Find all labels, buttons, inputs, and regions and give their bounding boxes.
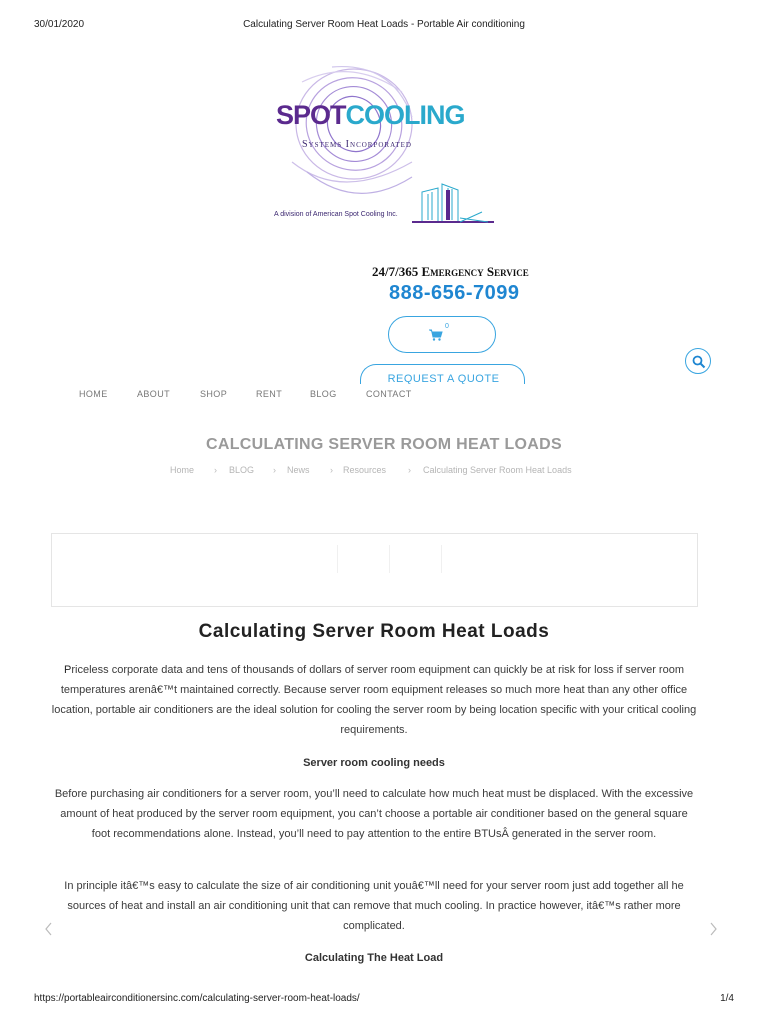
emergency-service-label: 24/7/365 Emergency Service (372, 264, 529, 279)
paragraph-text: riceless corporate data and tens of thousands of dollars of server room equipment can quickly be at risk for loss if server room temperatures arenâ€™t maintained correctly. Because server room equipment releases so much more heat than any other office location, portable air conditioners are the ideal solution for cooling the server room by being location specific with your critical cooling requirements. (51, 664, 697, 736)
page-title: CALCULATING SERVER ROOM HEAT LOADS (206, 436, 562, 453)
social-share-box (51, 533, 698, 607)
site-logo[interactable] (262, 62, 502, 227)
cart-icon (429, 329, 443, 341)
share-button-slot[interactable] (392, 545, 442, 573)
print-page-number: 1/4 (720, 993, 734, 1004)
request-quote-button[interactable] (360, 364, 525, 384)
chevron-right-icon: › (408, 465, 411, 475)
article-paragraph-2: Before purchasing air conditioners for a server room, you’ll need to calculate how much heat must be displaced. With the excessive amount of heat produced by the server room equipment, you can’t choose a portable air conditioner based on the general square foot recommendations alone. Instead, you’ll need to pay attention to the entire BTUsÂ generated in the server room. (54, 788, 694, 840)
chevron-left-icon[interactable] (44, 921, 54, 937)
breadcrumb-home[interactable]: Home (170, 465, 195, 475)
chevron-right-icon: › (214, 465, 217, 475)
logo-wordmark (276, 100, 465, 131)
chevron-right-icon: › (273, 465, 276, 475)
chevron-right-icon[interactable] (708, 921, 718, 937)
breadcrumb (0, 465, 768, 477)
breadcrumb-blog[interactable]: BLOG (229, 465, 255, 475)
nav-item-home[interactable]: HOME (79, 389, 108, 399)
print-date: 30/01/2020 (34, 19, 85, 30)
nav-item-about[interactable]: ABOUT (137, 389, 171, 399)
article-paragraph-1 (50, 660, 698, 740)
search-button[interactable] (685, 348, 711, 374)
breadcrumb-current: Calculating Server Room Heat Loads (423, 465, 572, 475)
logo-word-cooling: COOLING (345, 100, 465, 130)
chevron-right-icon: › (330, 465, 333, 475)
nav-item-blog[interactable]: BLOG (310, 389, 337, 399)
nav-item-rent[interactable]: RENT (256, 389, 283, 399)
cart-count-badge: 0 (445, 323, 449, 330)
nav-item-contact[interactable]: CONTACT (366, 389, 412, 399)
breadcrumb-news[interactable]: News (287, 465, 310, 475)
request-quote-label: REQUEST A QUOTE (387, 373, 500, 384)
search-icon (692, 355, 706, 369)
nav-item-shop[interactable]: SHOP (200, 389, 228, 399)
main-nav (0, 389, 768, 403)
article-title: Calculating Server Room Heat Loads (198, 621, 550, 642)
article-paragraph-3: In principle itâ€™s easy to calculate the size of air conditioning unit youâ€™ll need for your server room just add together all he sources of heat and install an air conditioning unit that can remove that much cooling. In practice however, itâ€™s rather more complicated. (64, 880, 684, 932)
print-url: https://portableairconditionersinc.com/calculating-server-room-heat-loads/ (34, 993, 360, 1004)
share-button-slot[interactable] (288, 545, 338, 573)
article-subheading-2: Calculating The Heat Load (304, 952, 444, 964)
logo-subtitle: Systems Incorporated (302, 139, 412, 150)
building-icon (412, 184, 494, 222)
logo-word-spot: SPOT (276, 100, 346, 130)
print-doc-title: Calculating Server Room Heat Loads - Portable Air conditioning (243, 19, 525, 30)
breadcrumb-resources[interactable]: Resources (343, 465, 387, 475)
share-button-slot[interactable] (340, 545, 390, 573)
logo-division-text: A division of American Spot Cooling Inc. (274, 211, 398, 218)
paragraph-lead-letter: P (64, 664, 72, 676)
article-subheading-1: Server room cooling needs (303, 757, 445, 769)
cart-button[interactable] (388, 316, 496, 353)
phone-number-link[interactable]: 888-656-7099 (389, 282, 520, 304)
